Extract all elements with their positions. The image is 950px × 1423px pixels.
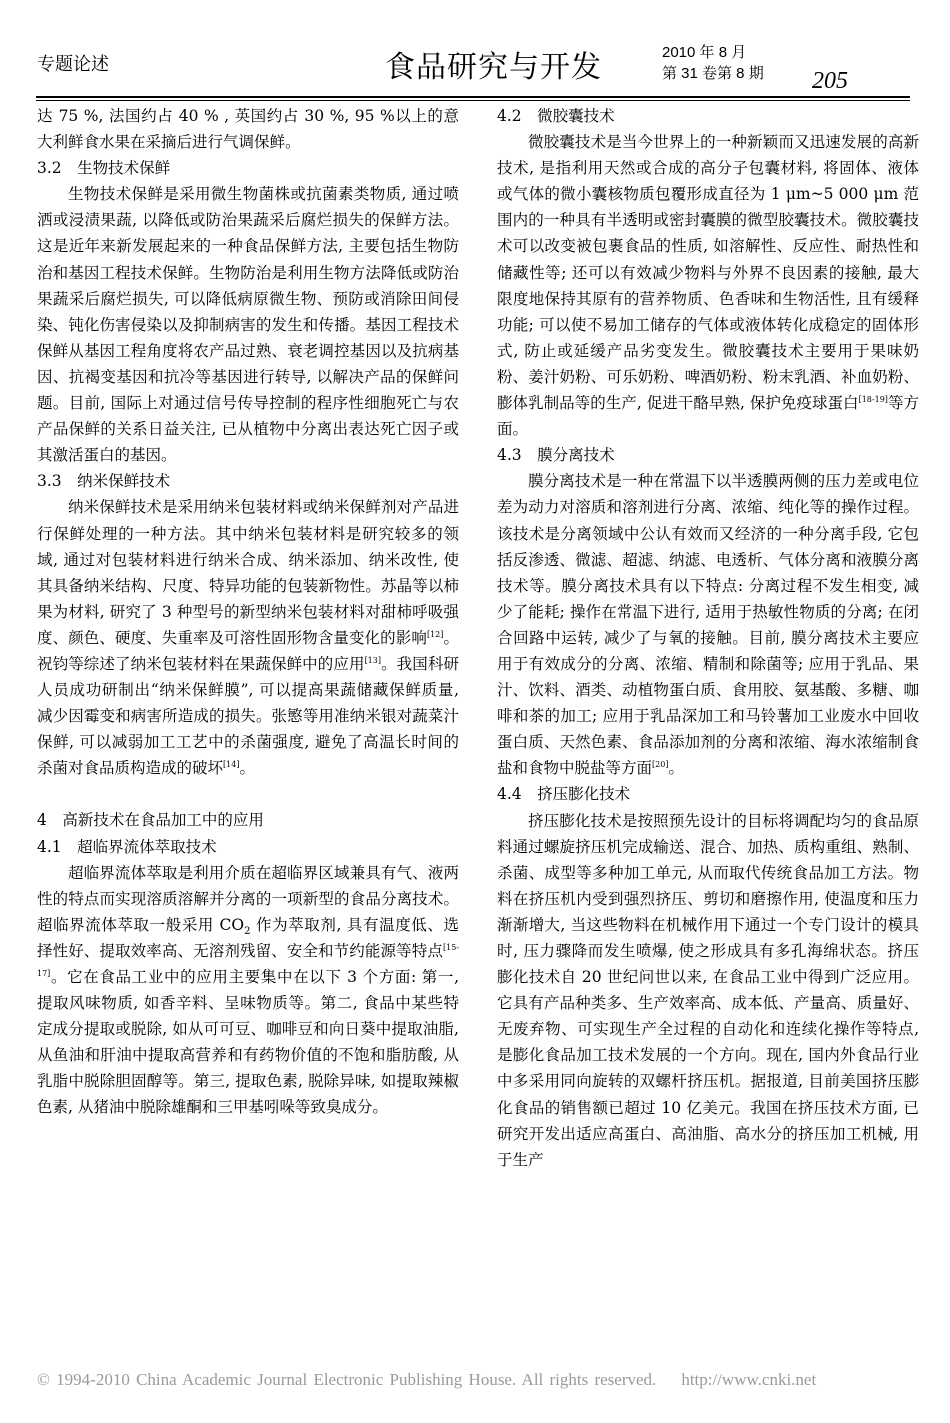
text: 。祝钧等综述了纳米包装材料在果蔬保鲜中的应用 [37, 628, 459, 673]
text: 。 [668, 759, 684, 778]
citation[interactable]: [13] [364, 655, 381, 665]
text: 。我国科研人员成功研制出“纳米保鲜膜”, 可以提高果蔬储藏保鲜质量, 减少因霉变和病害所造成的损失。张慜等用准纳米银对蔬菜汁保鲜, 可以减弱加工工艺中的杀菌强度, 避免了高温长时间的杀菌对食品质构造成的破坏 [37, 654, 459, 778]
subscript: 2 [244, 925, 251, 937]
section-heading: 4.2 微胶囊技术 [497, 107, 615, 125]
text: 作为萃取剂, 具有温度低、选择性好、提取效率高、无溶剂残留、安全和节约能源等特点 [37, 915, 459, 960]
right-column [497, 103, 919, 1173]
citation[interactable]: [18-19] [858, 394, 888, 404]
section-heading: 3.2 生物技术保鲜 [37, 159, 171, 178]
footer [37, 1370, 816, 1390]
footer-link[interactable]: http://www.cnki.net [681, 1370, 817, 1389]
paragraph: 挤压膨化技术是按照预先设计的目标将调配均匀的食品原料通过螺旋挤压机完成输送、混合、加热、质构重组、熟制、杀菌、成型等多种加工单元, 从而取代传统食品加工方法。物料在挤压机内受到强烈挤压、剪切和磨擦作用, 使温度和压力渐渐增大, 当这些物料在机械作用下通过一个专门设计的模具时, 压力骤降而发生喷爆, 使之形成具有多孔海绵状态。挤压膨化技术自 20 世纪问世以来, 在食品工业中得到广泛应用。它具有产品种类多、生产效率高、成本低、产量高、质量好、无废弃物、可实现生产全过程的自动化和连续化操作等特点, 是膨化食品加工技术发展的一个方向。现在, 国内外食品行业中多采用同向旋转的双螺杆挤压机。据报道, 目前美国挤压膨化食品的销售额已超过 10 亿美元。我国在挤压技术方面, 已研究开发出适应高蛋白、高油脂、高水分的挤压加工机械, 用于生产 [497, 811, 919, 1169]
issue-volume: 第 31 卷第 8 期 [662, 65, 764, 82]
citation[interactable]: [14] [223, 760, 240, 770]
text: 。 [239, 759, 255, 778]
section-heading: 4.1 超临界流体萃取技术 [37, 837, 217, 856]
text: 膜分离技术是一种在常温下以半透膜两侧的压力差或电位差为动力对溶质和溶剂进行分离、浓缩、纯化等的操作过程。该技术是分离领域中公认有效而又经济的一种分离手段, 它包括反渗透、微滤、超滤、纳滤、电透析、气体分离和液膜分离技术等。膜分离技术具有以下特点: 分离过程不发生相变, 减少了能耗; 操作在常温下进行, 适用于热敏性物质的分离; 在闭合回路中运转, 减少了与氧的接触。目前, 膜分离技术主要应用于有效成分的分离、浓缩、精制和除菌等; 应用于乳品、果汁、饮料、酒类、动植物蛋白质、食用胶、氨基酸、多糖、咖啡和茶的加工; 应用于乳品深加工和马铃薯加工业废水中回收蛋白质、天然色素、食品添加剂的分离和浓缩、海水浓缩制食盐和食物中脱盐等方面 [497, 472, 919, 778]
text: 等方面。 [497, 394, 919, 439]
paragraph: 达 75 %, 法国约占 40 % , 英国约占 30 %, 95 %以上的意大利鲜食水果在采摘后进行气调保鲜。 [37, 107, 459, 152]
paragraph [497, 468, 919, 781]
paragraph [37, 494, 459, 781]
header-rule-thin [36, 100, 910, 101]
citation[interactable]: [15-17] [37, 942, 459, 978]
copyright-text: © 1994-2010 China Academic Journal Electronic Publishing House. All rights reserved. [37, 1370, 657, 1389]
issue-info [662, 42, 764, 84]
paragraph [497, 129, 919, 442]
text: 。它在食品工业中的应用主要集中在以下 3 个方面: 第一, 提取风味物质, 如香辛料、呈味物质等。第二, 食品中某些特定成分提取或脱除, 如从可可豆、咖啡豆和向日葵中提取油脂, 从鱼油和肝油中提取高营养和有药物价值的不饱和脂肪酸, 从乳脂中脱除胆固醇等。第三, 提取色素, 脱除异味, 如提取辣椒色素, 从猪油中脱除雄酮和三甲基吲哚等致臭成分。 [37, 968, 459, 1117]
paragraph [37, 860, 459, 1121]
journal-title: 食品研究与开发 [385, 50, 602, 85]
citation[interactable]: [20] [652, 760, 669, 770]
page-number: 205 [812, 68, 848, 94]
spacer [37, 781, 459, 807]
header-rule [36, 96, 910, 98]
section-heading: 4.3 膜分离技术 [497, 446, 615, 465]
section-label: 专题论述 [37, 54, 109, 75]
text: 纳米保鲜技术是采用纳米包装材料或纳米保鲜剂对产品进行保鲜处理的一种方法。其中纳米包装材料是研究较多的领域, 通过对包装材料进行纳米合成、纳米添加、纳米改性, 使其具备纳米结构、尺度、特异功能的包装新物性。苏晶等以柿果为材料, 研究了 3 种型号的新型纳米包装材料对甜柿呼吸强度、颜色、硬度、失重率及可溶性固形物含量变化的影响 [37, 498, 459, 647]
text: 超临界流体萃取是利用介质在超临界区域兼具有气、液两性的特点而实现溶质溶解并分离的一项新型的食品分离技术。超临界流体萃取一般采用 CO [37, 863, 459, 934]
issue-date: 2010 年 8 月 [662, 44, 747, 61]
text: 微胶囊技术是当今世界上的一种新颖而又迅速发展的高新技术, 是指利用天然或合成的高分子包囊材料, 将固体、液体或气体的微小囊核物质包覆形成直径为 1 μm~5 000 μm 范围内的一种具有半透明或密封囊膜的微型胶囊技术。微胶囊技术可以改变被包裹食品的性质, 如溶解性、反应性、耐热性和储藏性等; 还可以有效减少物料与外界不良因素的接触, 最大限度地保持其原有的营养物质、色香味和生物活性, 且有缓释功能; 可以使不易加工储存的气体或液体转化成稳定的固体形式, 防止或延缓产品劣变发生。微胶囊技术主要用于果味奶粉、姜汁奶粉、可乐奶粉、啤酒奶粉、粉末乳酒、补血奶粉、膨体乳制品等的生产, 促进干酪早熟, 保护免疫球蛋白 [497, 133, 919, 413]
section-heading: 3.3 纳米保鲜技术 [37, 472, 171, 491]
chapter-heading: 4 高新技术在食品加工中的应用 [37, 811, 264, 830]
paragraph: 生物技术保鲜是采用微生物菌株或抗菌素类物质, 通过喷洒或浸渍果蔬, 以降低或防治果蔬采后腐烂损失的保鲜方法。这是近年来新发展起来的一种食品保鲜方法, 主要包括生物防治和基因工程技术保鲜。生物防治是利用生物方法降低或防治果蔬采后腐烂损失, 可以降低病原微生物、预防或消除田间侵染、钝化伤害侵染以及抑制病害的发生和传播。基因工程技术保鲜从基因工程角度将农产品过熟、衰老调控基因以及抗病基因、抗褐变基因和抗冷等基因进行转导, 以解决产品的保鲜问题。目前, 国际上对通过信号传导控制的程序性细胞死亡与农产品保鲜的关系日益关注, 已从植物中分离出表达死亡因子或其激活蛋白的基因。 [37, 185, 459, 465]
section-heading: 4.4 挤压膨化技术 [497, 785, 631, 804]
citation[interactable]: [12] [426, 629, 444, 639]
left-column [37, 103, 459, 1121]
